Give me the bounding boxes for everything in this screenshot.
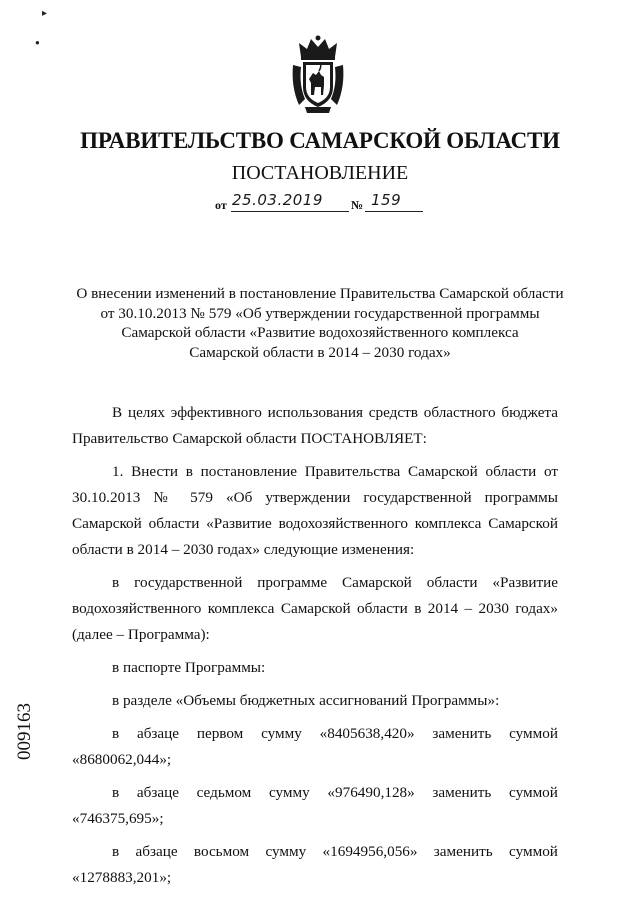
samara-coat-of-arms-icon (289, 35, 347, 115)
document-subject (64, 284, 576, 362)
date-value: 25.03.2019 (232, 191, 323, 209)
subject-line: О внесении изменений в постановление Правительства Самарской области (76, 285, 564, 302)
word: абзаце (136, 725, 180, 742)
new-amount: «1278883,201»; (72, 869, 172, 886)
word: заменить (432, 725, 492, 742)
new-amount: «746375,695»; (72, 810, 164, 827)
organization-title: ПРАВИТЕЛЬСТВО САМАРСКОЙ ОБЛАСТИ (80, 128, 560, 153)
passport-paragraph: в паспорте Программы: (112, 659, 266, 676)
old-amount: «976490,128» (327, 784, 415, 801)
document-body (72, 400, 558, 891)
word: заменить (433, 843, 493, 860)
word: сумму (268, 784, 310, 801)
word: в (112, 725, 120, 742)
amendment-paragraph (72, 839, 558, 891)
date-number-line (215, 192, 425, 214)
subject-line: Самарской области «Развитие водохозяйственного комплекса (121, 324, 519, 341)
amendment-line (72, 780, 558, 806)
word: абзаце (135, 843, 178, 860)
amendment-paragraph (72, 721, 558, 773)
subject-line: Самарской области в 2014 – 2030 годах» (189, 343, 451, 361)
old-amount: «8405638,420» (319, 725, 415, 742)
number-value: 159 (371, 191, 402, 209)
program-intro-paragraph: в государственной программе Самарской области «Развитие водохозяйственного комплекса Самарской области в 2014 – 2030 годах» (далее – Программа): (72, 574, 558, 643)
preamble-paragraph: В целях эффективного использования средств областного бюджета Правительство Самарской области ПОСТАНОВЛЯЕТ: (72, 404, 558, 447)
section-paragraph: в разделе «Объемы бюджетных ассигнований Программы»: (112, 692, 500, 709)
word: первом (196, 725, 244, 742)
date-prefix: от (215, 198, 227, 212)
word: суммой (509, 843, 558, 860)
amendment-line (72, 839, 558, 865)
item-1-paragraph: 1. Внести в постановление Правительства Самарской области от 30.10.2013 № 579 «Об утверждении государственной программы Самарской области «Развитие водохозяйственного комплекса Самарской области в 2014 – 2030 годах» следующие изменения: (72, 463, 558, 558)
document-type: ПОСТАНОВЛЕНИЕ (231, 162, 409, 184)
new-amount: «8680062,044»; (72, 751, 172, 768)
word: сумму (261, 725, 302, 742)
word: сумму (265, 843, 307, 860)
registration-number: 009163 (14, 703, 35, 760)
number-underline (365, 211, 423, 212)
word: абзаце (136, 784, 179, 801)
subject-line: от 30.10.2013 № 579 «Об утверждении государственной программы (100, 304, 540, 322)
word: суммой (509, 784, 558, 801)
number-prefix: № (351, 198, 364, 212)
amendment-paragraph (72, 780, 558, 832)
word: седьмом (196, 784, 252, 801)
word: заменить (432, 784, 492, 801)
word: в (112, 843, 120, 860)
word: восьмом (193, 843, 250, 860)
amendment-line (72, 721, 558, 747)
scan-dot: ● (35, 38, 40, 47)
old-amount: «1694956,056» (322, 843, 418, 860)
word: в (112, 784, 120, 801)
scan-mark: ▸ (42, 8, 48, 19)
date-underline (231, 211, 349, 212)
word: суммой (509, 725, 558, 742)
